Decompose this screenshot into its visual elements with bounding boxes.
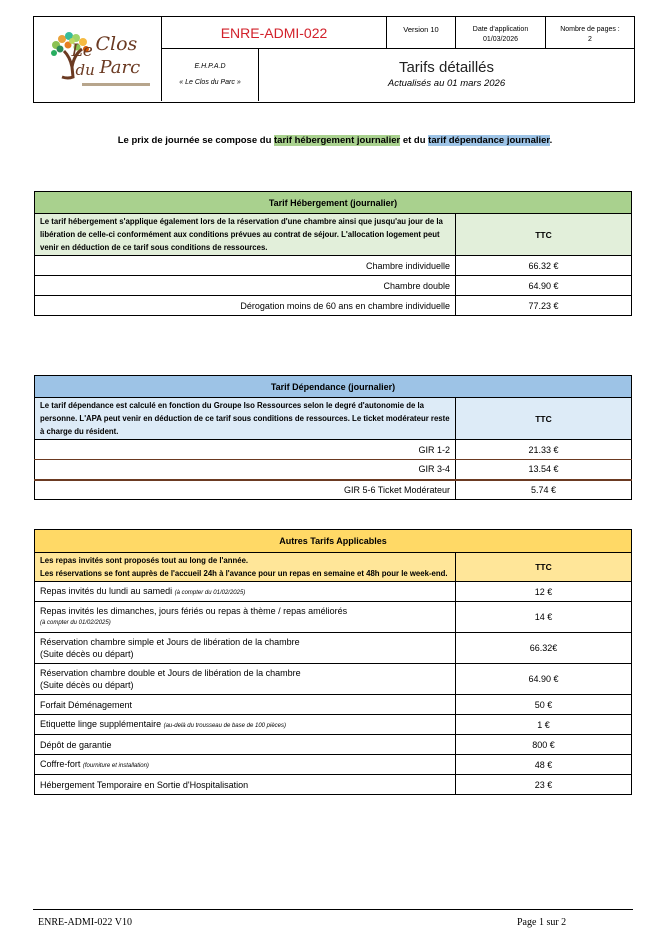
ehpad-name (162, 49, 259, 101)
table-row (35, 582, 632, 602)
application-date (456, 17, 546, 49)
autres-title: Autres Tarifs Applicables (35, 530, 632, 553)
version-label: Version 10 (387, 17, 456, 49)
row-label-text: Repas invités du lundi au samedi (40, 585, 173, 596)
row-value: 77.23 € (456, 296, 632, 316)
date-label: Date d'application (472, 25, 529, 33)
row-value: 64.90 € (456, 664, 632, 695)
row-value: 64.90 € (456, 276, 632, 296)
row-label (35, 755, 456, 775)
row-label-line2: (Suite décès ou départ) (40, 680, 134, 690)
row-value: 13.54 € (456, 460, 632, 480)
logo-text-du: du (75, 61, 95, 79)
logo-text-clos: Clos (95, 33, 138, 55)
pages-label: Nombre de pages : (560, 25, 620, 33)
row-value: 800 € (456, 735, 632, 755)
row-label: Forfait Déménagement (35, 695, 456, 715)
row-label (35, 582, 456, 602)
row-label: Dépôt de garantie (35, 735, 456, 755)
row-label: Dérogation moins de 60 ans en chambre individuelle (35, 296, 456, 316)
table-row (35, 715, 632, 735)
page-title: Tarifs détaillés (398, 59, 495, 76)
document-header (33, 16, 635, 103)
table-row (35, 276, 632, 296)
row-label: Chambre double (35, 276, 456, 296)
ehpad-line2: « Le Clos du Parc » (179, 79, 241, 86)
autres-description-line2: Les réservations se font auprès de l'accueil 24h à l'avance pour un repas en semaine et 48h pour le week-end. (40, 569, 448, 578)
table-row (35, 440, 632, 460)
title-block (259, 49, 634, 101)
row-value: 48 € (456, 755, 632, 775)
row-label: GIR 3-4 (35, 460, 456, 480)
table-row (35, 460, 632, 480)
row-label (35, 633, 456, 664)
table-row (35, 480, 632, 500)
row-label (35, 715, 456, 735)
row-value: 50 € (456, 695, 632, 715)
dependance-table (34, 375, 632, 500)
logo-text-parc: Parc (99, 57, 141, 78)
description-row (35, 553, 632, 582)
row-label-text: Réservation chambre double et Jours de libération de la chambre (40, 668, 301, 678)
row-label-text: Etiquette linge supplémentaire (40, 718, 162, 729)
dependance-description: Le tarif dépendance est calculé en fonction du Groupe Iso Ressources selon le degré d'autonomie de la personne. L'APA peut venir en déduction de ce tarif sous conditions de ressources. Le ticket modérateur reste à charge du résident. (35, 398, 456, 440)
intro-prefix: Le prix de journée se compose du (117, 135, 275, 146)
row-label-text: Repas invités les dimanches, jours fériés ou repas à thème / repas améliorés (40, 606, 348, 616)
hebergement-title: Tarif Hébergement (journalier) (35, 192, 632, 214)
table-row (35, 755, 632, 775)
table-row (35, 256, 632, 276)
ttc-column-header: TTC (456, 553, 632, 582)
hebergement-table (34, 191, 632, 316)
row-label-text: Coffre-fort (40, 758, 81, 769)
table-row (35, 695, 632, 715)
footer-page-number: Page 1 sur 2 (517, 917, 567, 928)
row-note: (à compter du 01/02/2025) (174, 589, 246, 596)
row-value: 23 € (456, 775, 632, 795)
row-value: 1 € (456, 715, 632, 735)
table-row (35, 633, 632, 664)
row-value: 66.32€ (456, 633, 632, 664)
ttc-column-header: TTC (456, 214, 632, 256)
row-value: 66.32 € (456, 256, 632, 276)
intro-sentence (0, 135, 670, 146)
row-label-text: Réservation chambre simple et Jours de libération de la chambre (40, 637, 300, 647)
footer-document-ref: ENRE-ADMI-022 V10 (38, 917, 132, 928)
page-subtitle: Actualisés au 01 mars 2026 (387, 78, 506, 89)
row-value: 12 € (456, 582, 632, 602)
row-label: GIR 5-6 Ticket Modérateur (35, 480, 456, 500)
table-header-row (35, 530, 632, 553)
row-note: (au-delà du trousseau de base de 100 pièces) (163, 722, 287, 729)
logo-tagline (82, 83, 150, 86)
dependance-title: Tarif Dépendance (journalier) (35, 376, 632, 398)
table-header-row (35, 376, 632, 398)
table-row (35, 775, 632, 795)
footer-divider (33, 909, 633, 910)
row-label: Chambre individuelle (35, 256, 456, 276)
table-header-row (35, 192, 632, 214)
autres-description-line1: Les repas invités sont proposés tout au long de l'année. (40, 556, 249, 565)
description-row (35, 398, 632, 440)
page-count (546, 17, 634, 49)
logo-text-le: Le (71, 41, 93, 61)
row-value: 5.74 € (456, 480, 632, 500)
autres-description (35, 553, 456, 582)
table-row (35, 602, 632, 633)
table-row (35, 296, 632, 316)
description-row (35, 214, 632, 256)
row-label: GIR 1-2 (35, 440, 456, 460)
date-value: 01/03/2026 (482, 35, 519, 43)
autres-tarifs-table (34, 529, 632, 795)
ttc-column-header: TTC (456, 398, 632, 440)
row-label (35, 602, 456, 633)
intro-middle: et du (400, 135, 429, 146)
row-note: (fourniture et installation) (82, 762, 149, 769)
intro-suffix: . (549, 135, 553, 146)
table-row (35, 735, 632, 755)
table-row (35, 664, 632, 695)
highlight-hebergement: tarif hébergement journalier (274, 135, 401, 146)
document-code: ENRE-ADMI-022 (162, 17, 387, 49)
row-label (35, 664, 456, 695)
row-value: 21.33 € (456, 440, 632, 460)
logo-cell (34, 17, 162, 101)
row-note: (à compter du 01/02/2025) (40, 620, 111, 626)
pages-value: 2 (588, 35, 592, 43)
logo (42, 27, 154, 91)
ehpad-line1: E.H.P.A.D (194, 63, 226, 70)
row-value: 14 € (456, 602, 632, 633)
row-label-line2: (Suite décès ou départ) (40, 649, 134, 659)
row-label: Hébergement Temporaire en Sortie d'Hospitalisation (35, 775, 456, 795)
hebergement-description: Le tarif hébergement s'applique également lors de la réservation d'une chambre ainsi que jusqu'au jour de la libération de celle-ci conformément aux conditions prévues au contrat de séjour. L'allocation logement peut venir en déduction de ce tarif sous conditions de ressources. (35, 214, 456, 256)
highlight-dependance: tarif dépendance journalier (428, 135, 550, 146)
